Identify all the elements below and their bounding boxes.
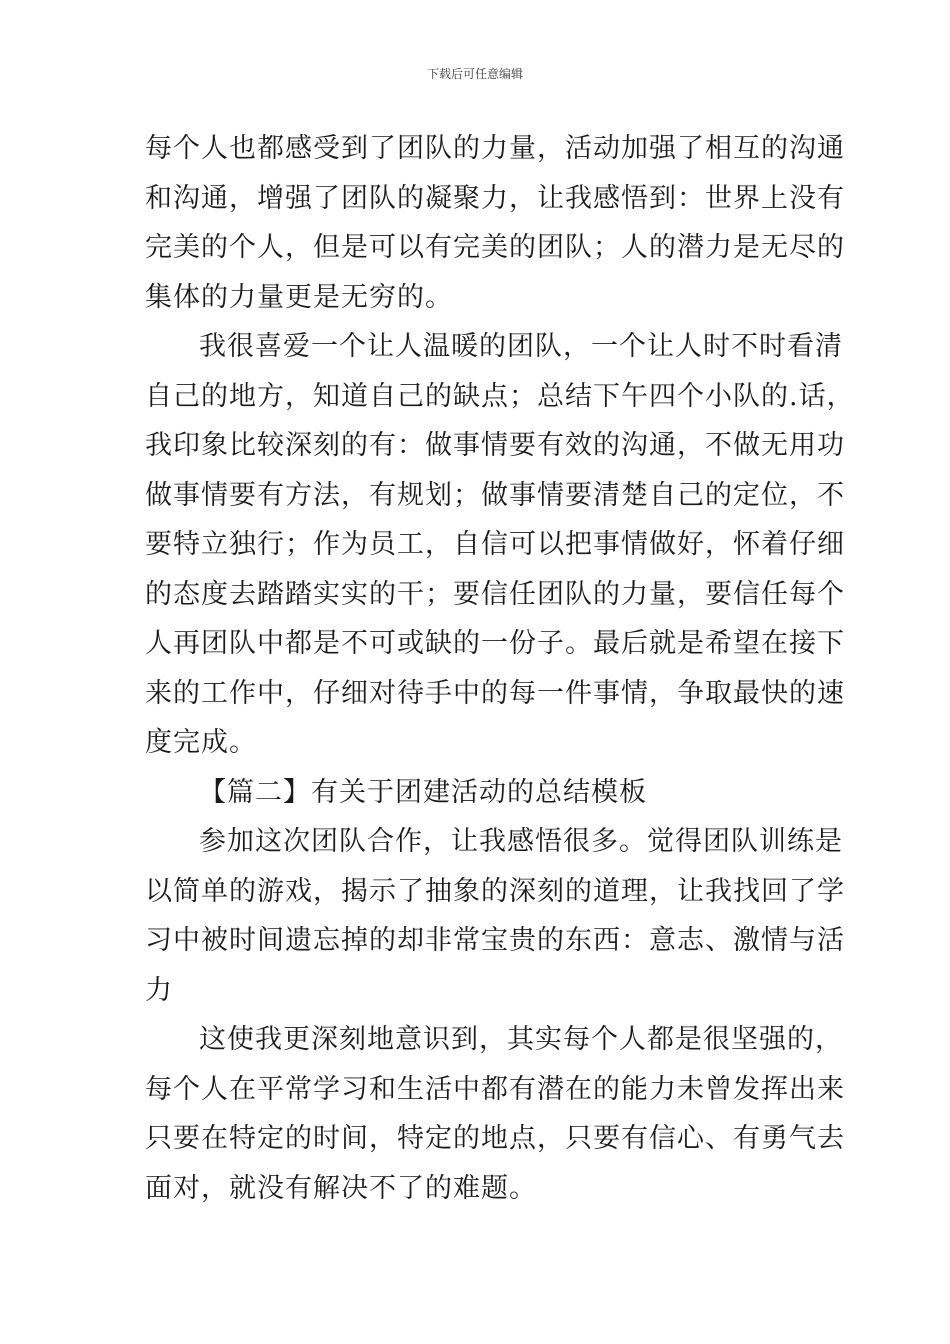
- text-line: 做事情要有方法，有规划；做事情要清楚自己的定位，不: [145, 479, 845, 511]
- text-line: 这使我更深刻地意识到，其实每个人都是很坚强的，: [199, 1024, 843, 1055]
- section-heading: [145, 768, 815, 818]
- page-header: 下载后可任意编辑: [426, 67, 523, 81]
- paragraph-2: [145, 322, 855, 768]
- text-line: 和沟通，增强了团队的凝聚力，让我感悟到：世界上没有: [145, 182, 845, 214]
- heading-line: 【篇二】有关于团建活动的总结模板: [199, 776, 647, 808]
- document-body: [145, 124, 855, 1213]
- text-line: 来的工作中，仔细对待手中的每一件事情，争取最快的速: [145, 677, 845, 709]
- paragraph-4: [145, 1015, 845, 1213]
- text-line: 每个人也都感受到了团队的力量，活动加强了相互的沟通: [145, 133, 845, 164]
- text-line: 只要在特定的时间，特定的地点，只要有信心、有勇气去: [145, 1123, 845, 1154]
- text-line: 面对，就没有解决不了的难题。: [145, 1172, 537, 1204]
- text-line: 力: [145, 974, 173, 1006]
- text-line: 我印象比较深刻的有：做事情要有效的沟通，不做无用功: [145, 430, 845, 461]
- text-line: 自己的地方，知道自己的缺点；总结下午四个小队的.话，: [145, 380, 855, 412]
- paragraph-1: [145, 124, 845, 322]
- text-line: 要特立独行；作为员工，自信可以把事情做好，怀着仔细: [145, 529, 845, 560]
- text-line: 的态度去踏踏实实的干；要信任团队的力量，要信任每个: [145, 578, 845, 610]
- text-line: 集体的力量更是无穷的。: [145, 281, 453, 313]
- text-line: 人再团队中都是不可或缺的一份子。最后就是希望在接下: [145, 628, 845, 659]
- paragraph-3: [145, 817, 845, 1015]
- text-line: 每个人在平常学习和生活中都有潜在的能力未曾发挥出来: [145, 1073, 845, 1105]
- text-line: 我很喜爱一个让人温暖的团队，一个让人时不时看清: [199, 331, 843, 362]
- text-line: 习中被时间遗忘掉的却非常宝贵的东西：意志、激情与活: [145, 925, 845, 956]
- text-line: 参加这次团队合作，让我感悟很多。觉得团队训练是: [199, 826, 843, 857]
- text-line: 以简单的游戏，揭示了抽象的深刻的道理，让我找回了学: [145, 875, 845, 907]
- text-line: 完美的个人，但是可以有完美的团队；人的潜力是无尽的: [145, 232, 845, 263]
- text-line: 度完成。: [145, 727, 257, 758]
